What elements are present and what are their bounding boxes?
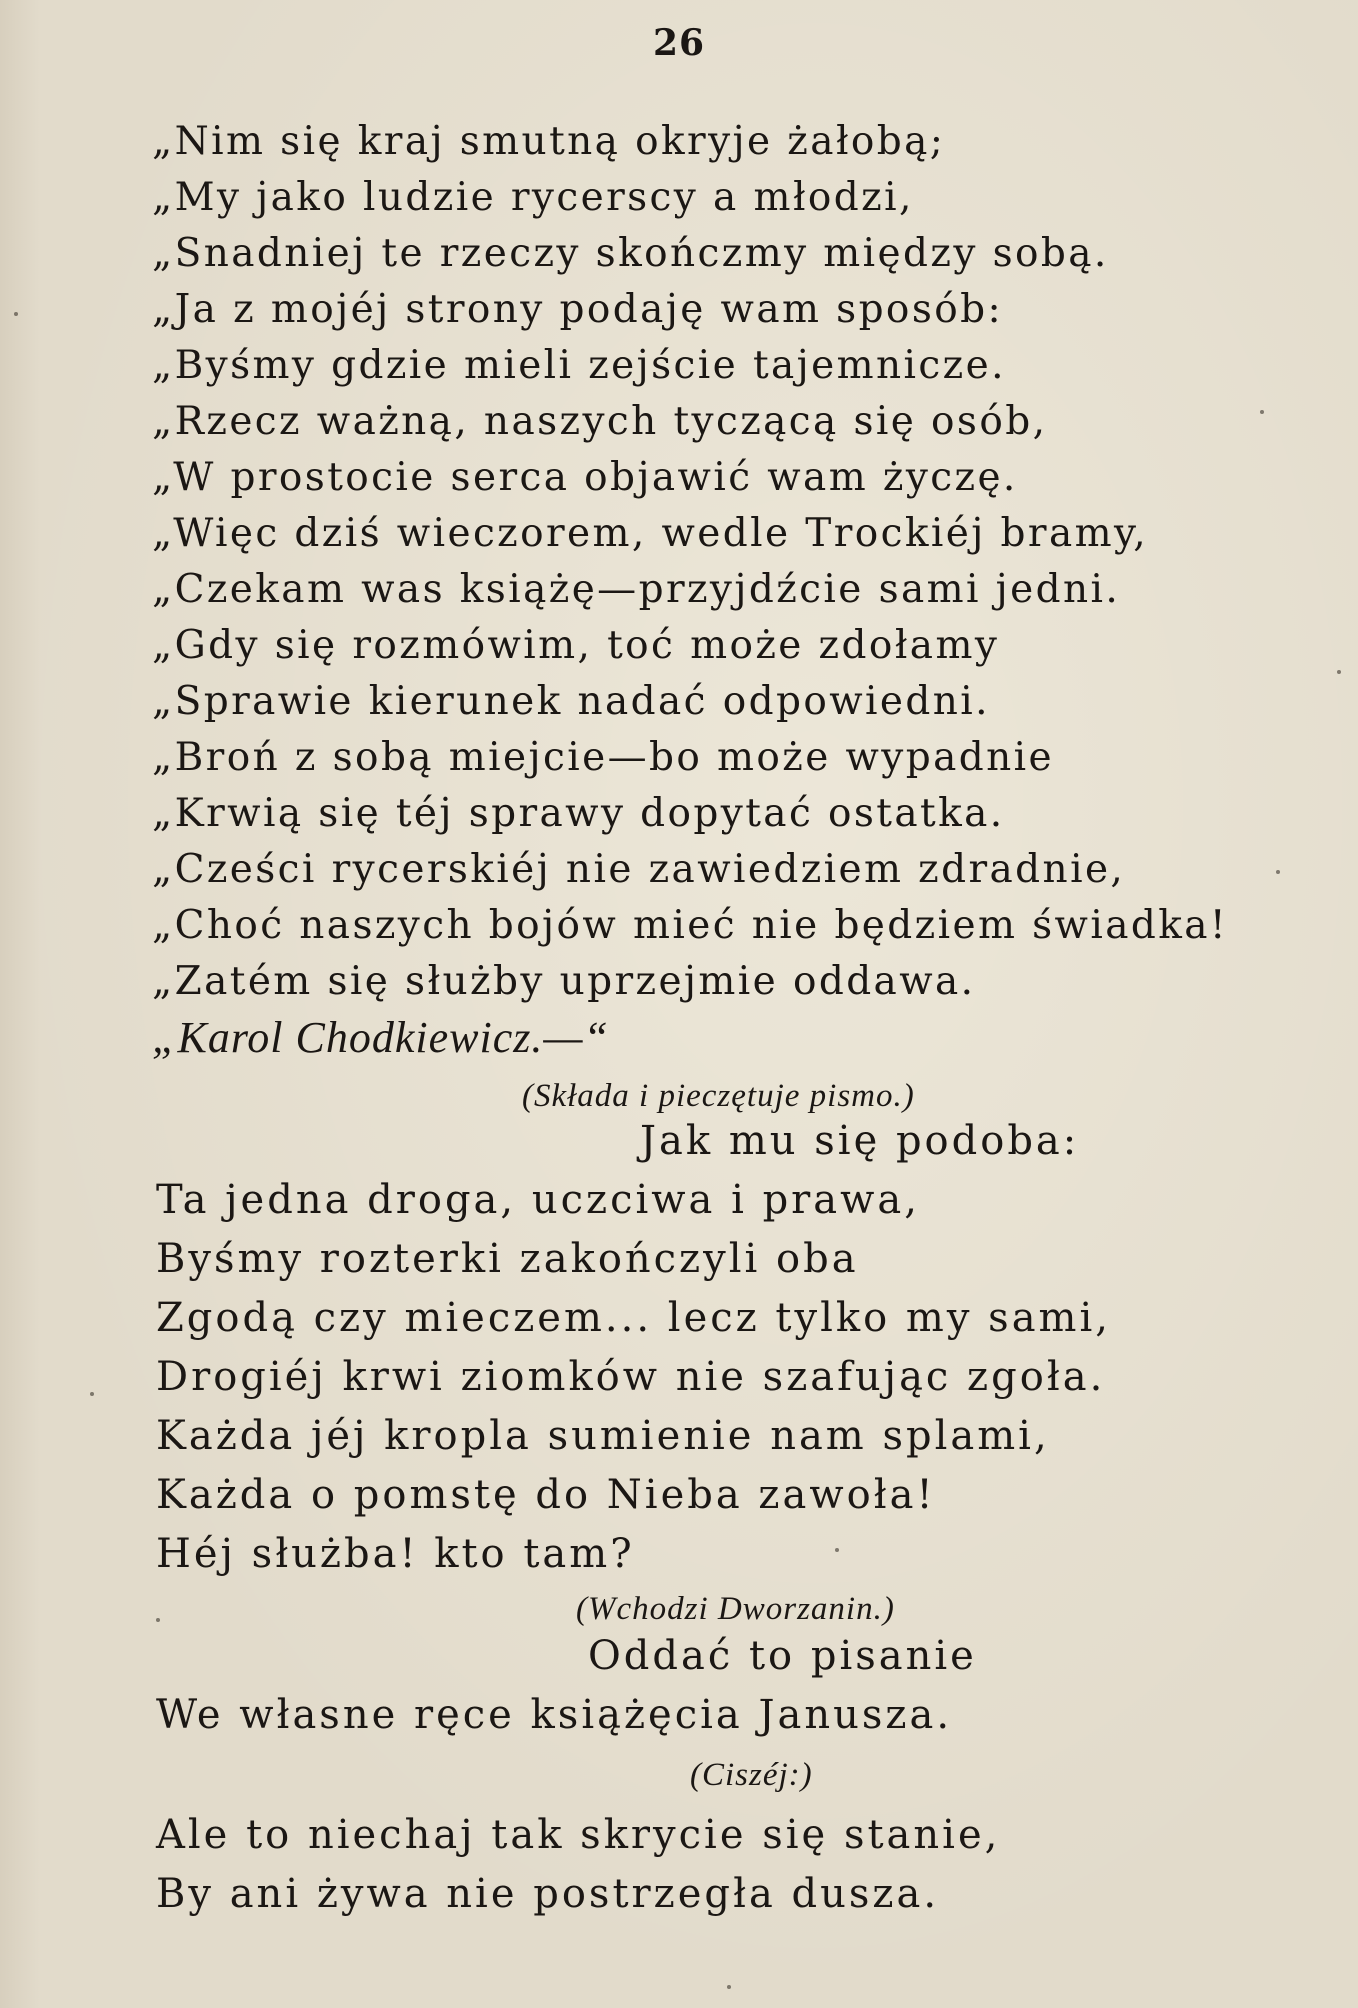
letter-line-4: „Ja z mojéj strony podaję wam sposób: (152, 287, 1004, 332)
scan-speck (90, 1392, 94, 1396)
speech-1-line-5: Drogiéj krwi ziomków nie szafując zgoła. (156, 1354, 1106, 1400)
speech-1-line-8: Héj służba! kto tam? (156, 1531, 635, 1577)
letter-line-5: „Byśmy gdzie mieli zejście tajemnicze. (152, 343, 1006, 388)
scan-speck (727, 1985, 731, 1989)
letter-line-10: „Gdy się rozmówim, toć może zdołamy (152, 623, 1000, 668)
scan-speck (1260, 410, 1264, 414)
speech-1-line-4: Zgodą czy mieczem... lecz tylko my sami, (156, 1295, 1111, 1341)
scan-speck (1337, 670, 1341, 674)
stage-direction-1: (Składa i pieczętuje pismo.) (522, 1078, 915, 1114)
letter-line-12: „Broń z sobą miejcie—bo może wypadnie (152, 735, 1054, 780)
speech-1-line-2: Ta jedna droga, uczciwa i prawa, (156, 1177, 920, 1223)
scan-speck (835, 1548, 839, 1552)
speech-3-line-1: Ale to niechaj tak skrycie się stanie, (156, 1812, 1001, 1858)
scan-speck (1276, 870, 1280, 874)
letter-line-15: „Choć naszych bojów mieć nie będziem świadka! (152, 903, 1228, 948)
letter-line-16: „Zatém się służby uprzejmie oddawa. (152, 959, 976, 1004)
stage-direction-2: (Wchodzi Dworzanin.) (576, 1591, 895, 1627)
letter-line-7: „W prostocie serca objawić wam życzę. (152, 455, 1018, 500)
letter-line-9: „Czekam was książę—przyjdźcie sami jedni. (152, 567, 1121, 612)
speech-1-line-6: Każda jéj kropla sumienie nam splami, (156, 1413, 1050, 1459)
scan-speck (156, 1618, 160, 1622)
letter-line-3: „Snadniej te rzeczy skończmy między sobą. (152, 231, 1109, 276)
speech-1-line-7: Każda o pomstę do Nieba zawoła! (156, 1472, 936, 1518)
speech-3-line-2: By ani żywa nie postrzegła dusza. (156, 1871, 940, 1917)
letter-line-13: „Krwią się téj sprawy dopytać ostatka. (152, 791, 1005, 836)
speech-2-line-1: Oddać to pisanie (588, 1633, 977, 1679)
letter-line-1: „Nim się kraj smutną okryje żałobą; (152, 119, 946, 164)
speech-1-line-3: Byśmy rozterki zakończyli oba (156, 1236, 859, 1282)
speech-2-line-2: We własne ręce książęcia Janusza. (156, 1692, 953, 1738)
stage-direction-3: (Ciszéj:) (690, 1757, 813, 1793)
scan-speck (14, 312, 18, 316)
letter-line-11: „Sprawie kierunek nadać odpowiedni. (152, 679, 990, 724)
letter-line-14: „Cześci rycerskiéj nie zawiedziem zdradnie, (152, 847, 1126, 892)
letter-line-2: „My jako ludzie rycerscy a młodzi, (152, 175, 914, 220)
letter-line-8: „Więc dziś wieczorem, wedle Trockiéj bramy, (152, 511, 1149, 556)
signature: „Karol Chodkiewicz.—“ (152, 1013, 609, 1062)
letter-line-6: „Rzecz ważną, naszych tyczącą się osób, (152, 399, 1048, 444)
speech-1-line-1: Jak mu się podoba: (640, 1118, 1080, 1164)
page-number: 26 (652, 22, 706, 64)
